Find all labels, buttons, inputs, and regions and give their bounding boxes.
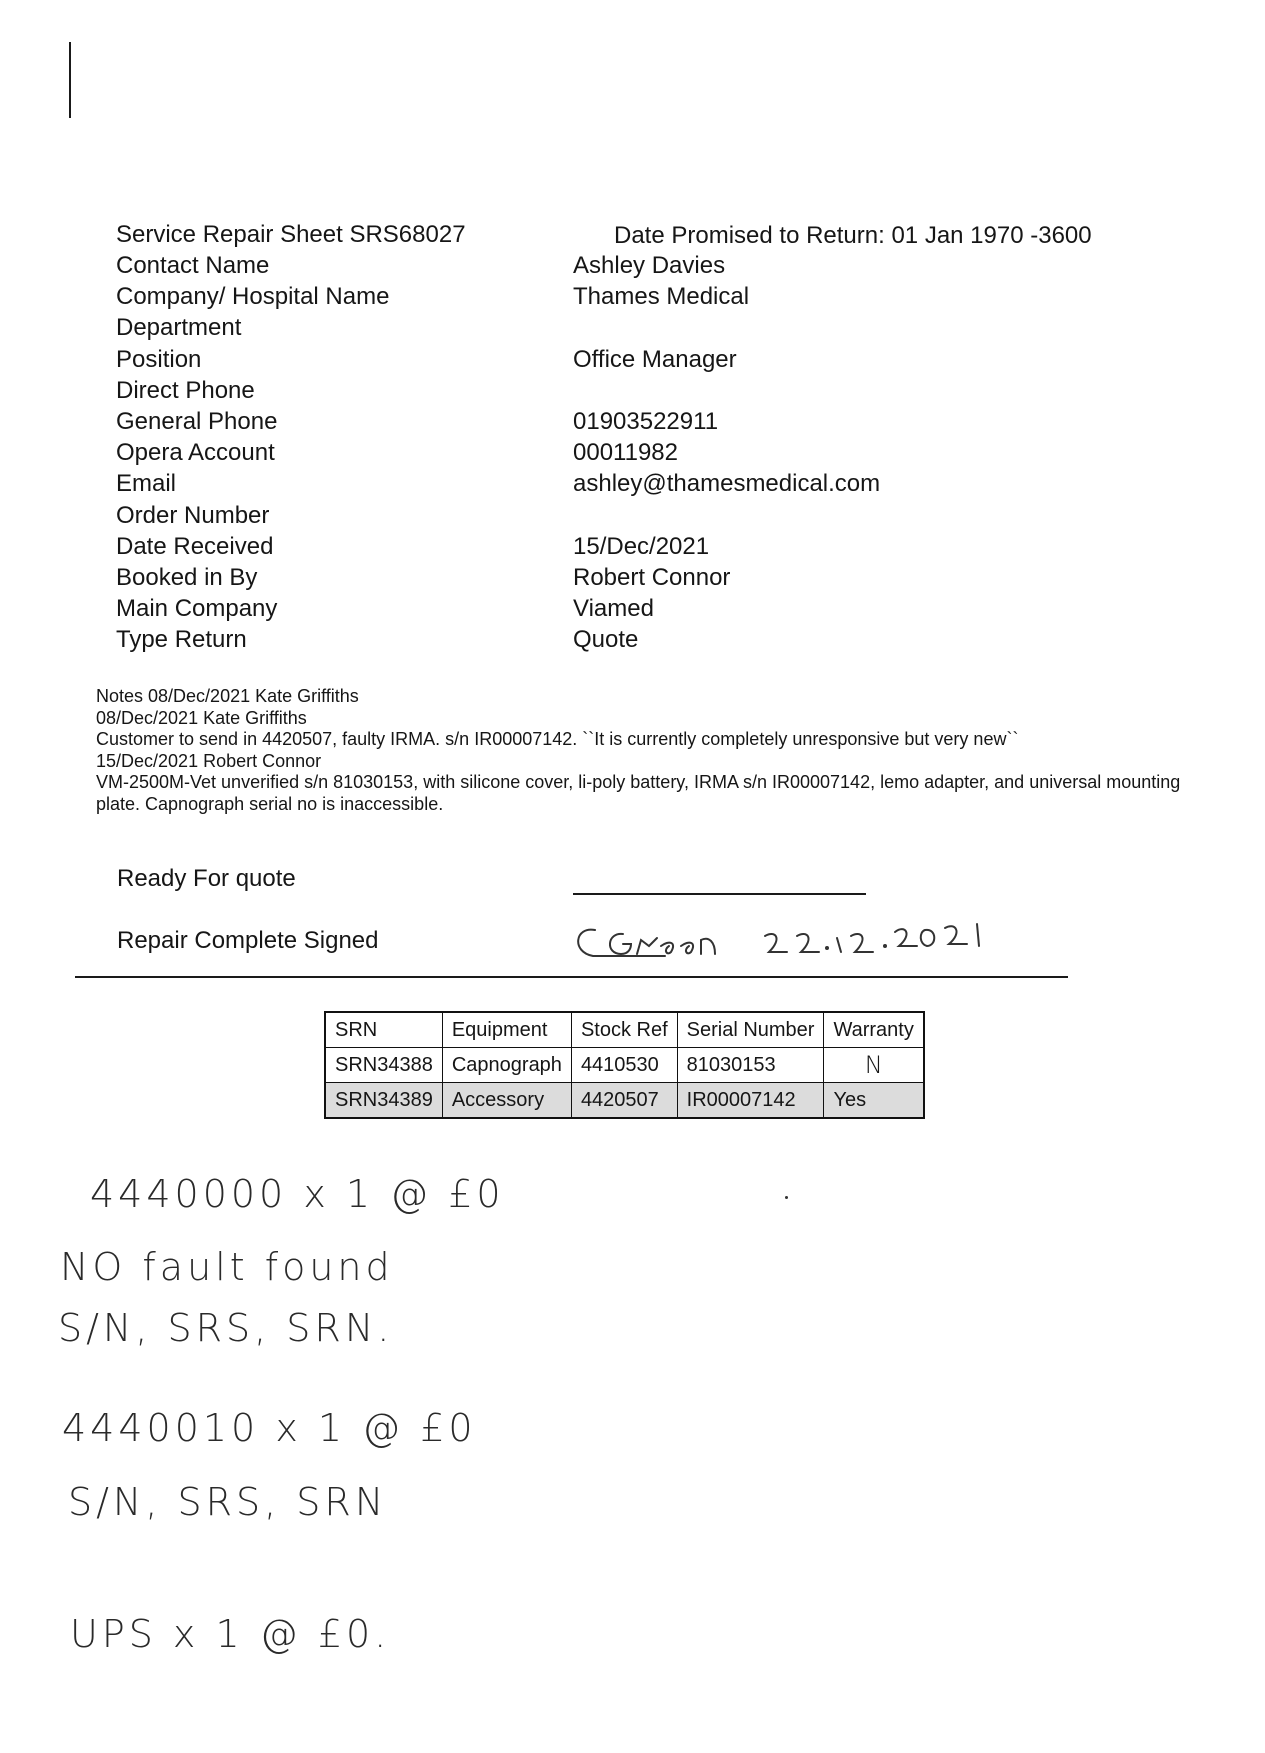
handwritten-line: S/N, SRS, SRN. bbox=[58, 1306, 394, 1350]
cell-equipment: Accessory bbox=[442, 1083, 571, 1119]
cell-equipment: Capnograph bbox=[442, 1048, 571, 1083]
field-label: Opera Account bbox=[116, 439, 275, 466]
sheet-title: Service Repair Sheet SRS68027 bbox=[116, 221, 466, 248]
field-value: 01903522911 bbox=[573, 408, 719, 435]
field-label: Position bbox=[116, 346, 202, 373]
stray-mark bbox=[785, 1196, 788, 1199]
ready-signature-line bbox=[573, 893, 866, 895]
field-value: 15/Dec/2021 bbox=[573, 533, 710, 560]
field-value: Robert Connor bbox=[573, 564, 731, 591]
cell-stock-ref: 4420507 bbox=[571, 1083, 677, 1119]
col-warranty: Warranty bbox=[824, 1012, 924, 1048]
field-label: Booked in By bbox=[116, 564, 258, 591]
section-divider bbox=[75, 976, 1068, 978]
field-label: Department bbox=[116, 314, 242, 341]
equipment-table bbox=[324, 1011, 925, 1119]
notes-line: Customer to send in 4420507, faulty IRMA. s/n IR00007142. ``It is currently completely unresponsive but very new`` bbox=[96, 729, 1019, 749]
field-label: Direct Phone bbox=[116, 377, 255, 404]
table-header-row bbox=[325, 1012, 924, 1048]
handwritten-line: S/N, SRS, SRN bbox=[68, 1480, 388, 1524]
notes-line: 15/Dec/2021 Robert Connor bbox=[96, 750, 322, 771]
handwritten-line: 4440010 x 1 @ £0 bbox=[62, 1406, 477, 1450]
field-value: Viamed bbox=[573, 595, 654, 622]
field-label: Company/ Hospital Name bbox=[116, 283, 390, 310]
field-label: Main Company bbox=[116, 595, 278, 622]
field-label: Type Return bbox=[116, 626, 247, 653]
cell-srn: SRN34388 bbox=[325, 1048, 442, 1083]
field-label: Order Number bbox=[116, 502, 270, 529]
col-srn: SRN bbox=[325, 1012, 442, 1048]
date-promised: Date Promised to Return: 01 Jan 1970 -3600 bbox=[614, 222, 1092, 249]
cell-stock-ref: 4410530 bbox=[571, 1048, 677, 1083]
field-value: ashley@thamesmedical.com bbox=[573, 470, 881, 497]
field-value: Office Manager bbox=[573, 346, 737, 373]
field-label: Contact Name bbox=[116, 252, 270, 279]
notes-block bbox=[96, 686, 1216, 815]
field-label: General Phone bbox=[116, 408, 278, 435]
handwritten-line: 4440000 x 1 @ £0 bbox=[90, 1172, 505, 1216]
col-stock-ref: Stock Ref bbox=[571, 1012, 677, 1048]
handwritten-signature bbox=[565, 912, 985, 972]
col-equipment: Equipment bbox=[442, 1012, 571, 1048]
cell-serial-number: 81030153 bbox=[677, 1048, 824, 1083]
notes-line: 08/Dec/2021 Kate Griffiths bbox=[96, 707, 307, 728]
table-row bbox=[325, 1083, 924, 1119]
field-value: Ashley Davies bbox=[573, 252, 726, 279]
notes-line: Notes 08/Dec/2021 Kate Griffiths bbox=[96, 686, 359, 706]
margin-mark bbox=[69, 42, 71, 118]
handwritten-line: UPS x 1 @ £0. bbox=[70, 1612, 391, 1656]
cell-serial-number: IR00007142 bbox=[677, 1083, 824, 1119]
field-value: 00011982 bbox=[573, 439, 678, 466]
cell-warranty-handwritten: N bbox=[824, 1048, 924, 1083]
table-row bbox=[325, 1048, 924, 1083]
repair-complete-label: Repair Complete Signed bbox=[117, 927, 379, 954]
cell-warranty: Yes bbox=[824, 1083, 924, 1119]
col-serial-number: Serial Number bbox=[677, 1012, 824, 1048]
notes-line: VM-2500M-Vet unverified s/n 81030153, with silicone cover, li-poly battery, IRMA s/n IR00007142, lemo adapter, and universal mounting plate. Capnograph serial no is inaccessible. bbox=[96, 772, 1181, 814]
cell-srn: SRN34389 bbox=[325, 1083, 442, 1119]
handwritten-line: NO fault found bbox=[60, 1245, 394, 1289]
ready-for-quote-label: Ready For quote bbox=[117, 865, 296, 892]
field-label: Date Received bbox=[116, 533, 274, 560]
field-value: Quote bbox=[573, 626, 639, 653]
field-label: Email bbox=[116, 470, 177, 497]
field-value: Thames Medical bbox=[573, 283, 750, 310]
